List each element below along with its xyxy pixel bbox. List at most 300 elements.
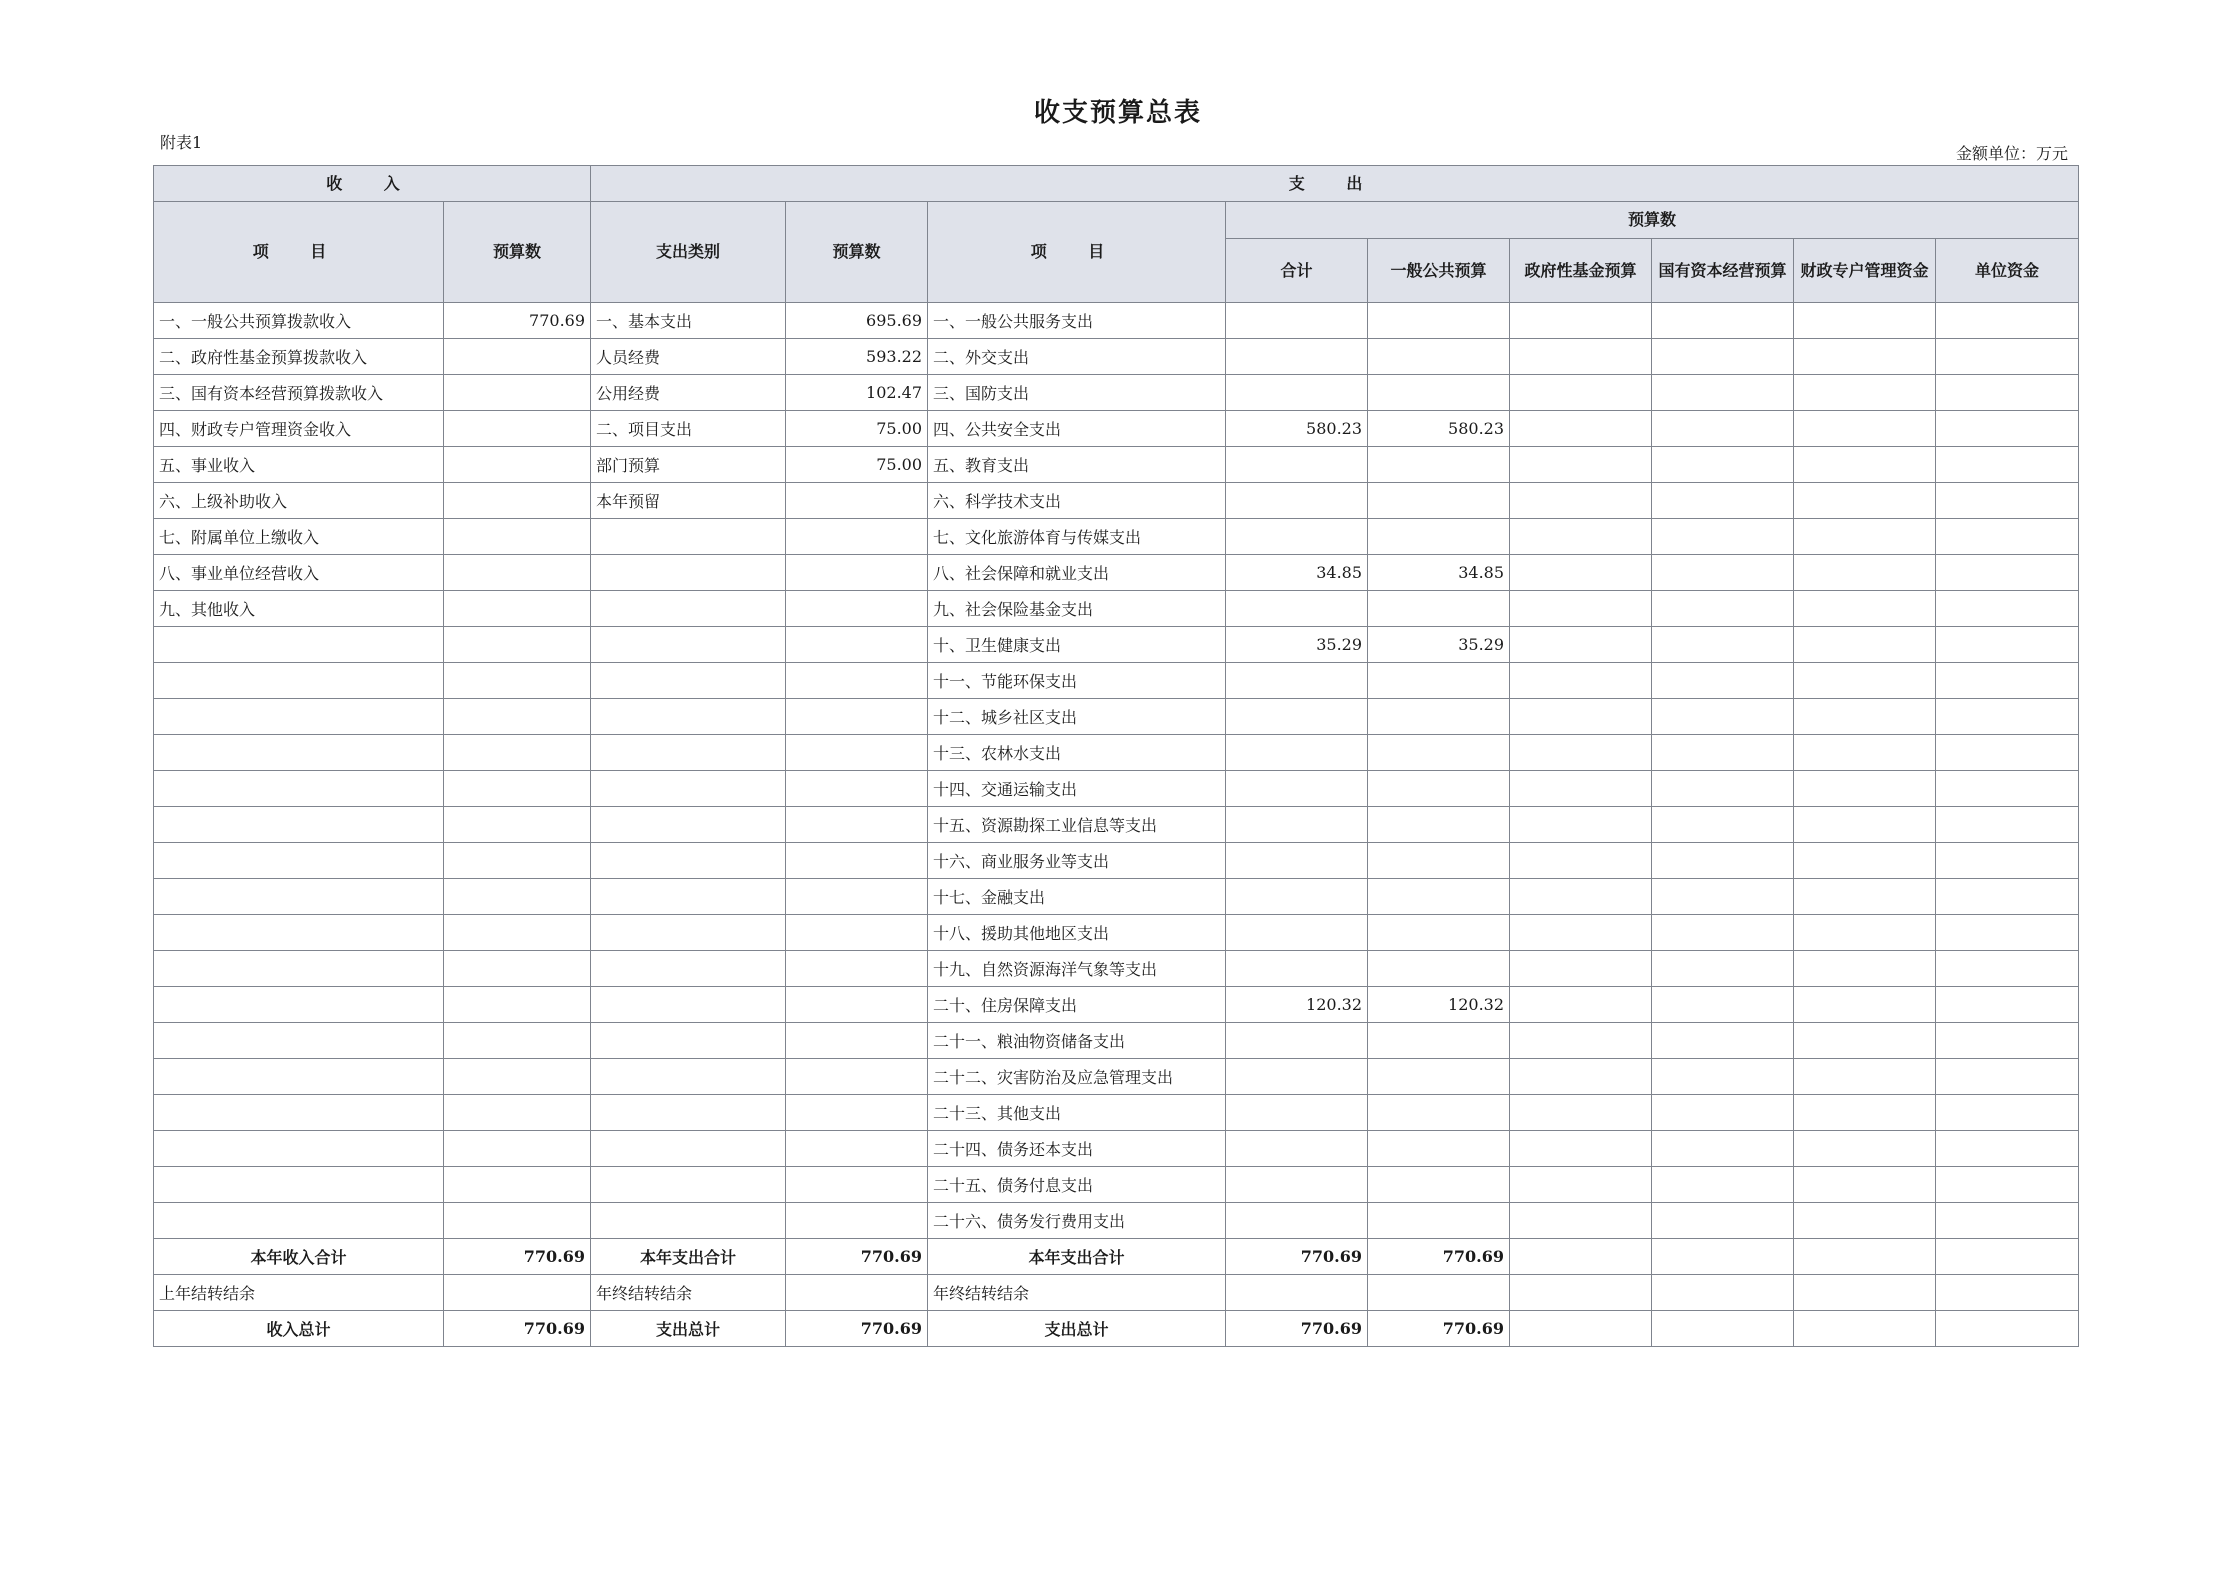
expense-item-cell: 十四、交通运输支出 (928, 771, 1226, 807)
table-row (154, 807, 2079, 843)
general-budget-amount-cell (1368, 915, 1510, 951)
income-item-header: 项 目 (154, 202, 444, 303)
empty-cell (1794, 1131, 1936, 1167)
empty-cell (1652, 879, 1794, 915)
income-item-cell: 五、事业收入 (154, 447, 444, 483)
income-amount-cell (444, 915, 591, 951)
expense-category-cell (591, 807, 786, 843)
income-amount-cell (444, 1023, 591, 1059)
table-row (154, 447, 2079, 483)
expense-item-cell: 五、教育支出 (928, 447, 1226, 483)
income-amount-cell (444, 1095, 591, 1131)
empty-cell (1936, 1131, 2079, 1167)
expense-item-cell: 二十六、债务发行费用支出 (928, 1203, 1226, 1239)
income-item-cell (154, 843, 444, 879)
expense-category-amount-cell: 102.47 (786, 375, 928, 411)
expense-item-cell: 十八、援助其他地区支出 (928, 915, 1226, 951)
gov-fund-header: 政府性基金预算 (1510, 239, 1652, 303)
income-amount-cell (444, 555, 591, 591)
income-header: 收 入 (154, 166, 591, 202)
income-item-cell (154, 951, 444, 987)
empty-cell (1794, 1095, 1936, 1131)
empty-cell (1652, 627, 1794, 663)
table-row (154, 735, 2079, 771)
total-amount-cell: 35.29 (1226, 627, 1368, 663)
income-item-cell (154, 627, 444, 663)
expense-category-cell (591, 879, 786, 915)
table-row (154, 555, 2079, 591)
total-header: 合计 (1226, 239, 1368, 303)
empty-cell (1652, 483, 1794, 519)
empty-cell (1794, 807, 1936, 843)
income-item-cell: 六、上级补助收入 (154, 483, 444, 519)
income-item-cell: 一、一般公共预算拨款收入 (154, 303, 444, 339)
income-item-cell (154, 1095, 444, 1131)
expense-item-cell: 十、卫生健康支出 (928, 627, 1226, 663)
expense-category-cell (591, 591, 786, 627)
income-amount-cell (444, 1203, 591, 1239)
general-budget-amount-cell (1368, 1059, 1510, 1095)
general-budget-amount-cell (1368, 1167, 1510, 1203)
expense-category-cell: 一、基本支出 (591, 303, 786, 339)
empty-cell (1794, 843, 1936, 879)
general-budget-amount-cell (1368, 519, 1510, 555)
expense-category-amount-cell (786, 663, 928, 699)
income-amount-cell (444, 1167, 591, 1203)
empty-cell (1510, 1239, 1652, 1275)
total-amount-cell: 34.85 (1226, 555, 1368, 591)
general-budget-amount-cell: 120.32 (1368, 987, 1510, 1023)
expense-header: 支 出 (591, 166, 2079, 202)
empty-cell (1510, 591, 1652, 627)
expense-category-cell (591, 915, 786, 951)
empty-cell (1652, 303, 1794, 339)
income-amount-cell (444, 1059, 591, 1095)
expense-category-amount-cell: 593.22 (786, 339, 928, 375)
budget-summary-table (153, 165, 2079, 1347)
unit-label: 金额单位：万元 (1955, 144, 2068, 163)
general-budget-amount-cell (1368, 735, 1510, 771)
expense-item-cell: 十九、自然资源海洋气象等支出 (928, 951, 1226, 987)
general-budget-amount-cell (1368, 1131, 1510, 1167)
income-item-cell (154, 915, 444, 951)
empty-cell (1794, 879, 1936, 915)
empty-cell (1794, 1023, 1936, 1059)
empty-cell (1652, 843, 1794, 879)
empty-cell (1936, 735, 2079, 771)
expense-category-amount-cell (786, 807, 928, 843)
empty-cell (1510, 807, 1652, 843)
general-budget-amount-cell (1368, 483, 1510, 519)
expense-category-cell (591, 627, 786, 663)
empty-cell (1510, 1203, 1652, 1239)
income-item-cell (154, 771, 444, 807)
total-amount-cell (1226, 1059, 1368, 1095)
income-item-cell (154, 1131, 444, 1167)
empty-cell (1652, 447, 1794, 483)
special-fund-header: 财政专户管理资金 (1794, 239, 1936, 303)
expense-item-cell: 十三、农林水支出 (928, 735, 1226, 771)
income-amount-cell (444, 627, 591, 663)
general-budget-amount-cell (1368, 699, 1510, 735)
empty-cell (1510, 1023, 1652, 1059)
expense-category-amount-cell (786, 1167, 928, 1203)
income-amount-cell (444, 771, 591, 807)
expense-category-cell: 公用经费 (591, 375, 786, 411)
income-item-cell (154, 1059, 444, 1095)
table-body (154, 303, 2079, 1347)
income-amount-cell (444, 879, 591, 915)
expense-item-cell: 二十、住房保障支出 (928, 987, 1226, 1023)
income-amount-cell (444, 339, 591, 375)
empty-cell (1652, 519, 1794, 555)
expense-category-summary-amount: 770.69 (786, 1239, 928, 1275)
expense-category-cell (591, 699, 786, 735)
empty-cell (1794, 915, 1936, 951)
income-amount-cell (444, 411, 591, 447)
empty-cell (1652, 699, 1794, 735)
empty-cell (1936, 303, 2079, 339)
income-item-cell: 三、国有资本经营预算拨款收入 (154, 375, 444, 411)
empty-cell (1510, 699, 1652, 735)
empty-cell (1936, 807, 2079, 843)
empty-cell (1936, 411, 2079, 447)
empty-cell (1794, 1203, 1936, 1239)
income-amount-cell (444, 447, 591, 483)
table-row (154, 483, 2079, 519)
income-item-cell (154, 807, 444, 843)
empty-cell (1510, 1059, 1652, 1095)
total-amount-cell (1226, 519, 1368, 555)
empty-cell (1652, 1131, 1794, 1167)
table-row (154, 843, 2079, 879)
empty-cell (1794, 303, 1936, 339)
empty-cell (1652, 915, 1794, 951)
empty-cell (1510, 915, 1652, 951)
total-amount-cell (1226, 735, 1368, 771)
general-budget-amount-cell (1368, 339, 1510, 375)
expense-category-amount-cell (786, 1131, 928, 1167)
table-row (154, 1059, 2079, 1095)
expense-category-amount-cell (786, 843, 928, 879)
table-row (154, 627, 2079, 663)
state-capital-header: 国有资本经营预算 (1652, 239, 1794, 303)
table-row (154, 1167, 2079, 1203)
expense-item-cell: 八、社会保障和就业支出 (928, 555, 1226, 591)
total-amount-cell (1226, 807, 1368, 843)
total-summary-amount: 770.69 (1226, 1239, 1368, 1275)
expense-category-cell (591, 1095, 786, 1131)
expense-category-summary-label: 年终结转结余 (591, 1275, 786, 1311)
empty-cell (1936, 843, 2079, 879)
income-item-cell: 七、附属单位上缴收入 (154, 519, 444, 555)
empty-cell (1794, 771, 1936, 807)
empty-cell (1936, 447, 2079, 483)
empty-cell (1652, 735, 1794, 771)
empty-cell (1794, 663, 1936, 699)
income-summary-label: 上年结转结余 (154, 1275, 444, 1311)
table-row (154, 987, 2079, 1023)
income-item-cell: 四、财政专户管理资金收入 (154, 411, 444, 447)
document-title: 收支预算总表 (1033, 98, 1202, 128)
general-budget-summary-amount: 770.69 (1368, 1311, 1510, 1347)
empty-cell (1652, 375, 1794, 411)
general-budget-summary-amount: 770.69 (1368, 1239, 1510, 1275)
expense-category-cell (591, 1131, 786, 1167)
table-row (154, 879, 2079, 915)
expense-category-cell: 人员经费 (591, 339, 786, 375)
empty-cell (1794, 411, 1936, 447)
expense-item-cell: 十五、资源勘探工业信息等支出 (928, 807, 1226, 843)
expense-item-cell: 六、科学技术支出 (928, 483, 1226, 519)
expense-category-cell: 部门预算 (591, 447, 786, 483)
empty-cell (1794, 1167, 1936, 1203)
empty-cell (1794, 1311, 1936, 1347)
expense-category-amount-cell (786, 1095, 928, 1131)
empty-cell (1936, 1275, 2079, 1311)
empty-cell (1510, 483, 1652, 519)
expense-category-cell (591, 1023, 786, 1059)
total-amount-cell (1226, 951, 1368, 987)
table-row (154, 663, 2079, 699)
expense-category-cell (591, 951, 786, 987)
empty-cell (1936, 591, 2079, 627)
expense-item-cell: 十七、金融支出 (928, 879, 1226, 915)
expense-item-cell: 二十五、债务付息支出 (928, 1167, 1226, 1203)
empty-cell (1652, 771, 1794, 807)
empty-cell (1936, 771, 2079, 807)
general-budget-amount-cell (1368, 591, 1510, 627)
expense-category-amount-cell (786, 771, 928, 807)
empty-cell (1510, 1131, 1652, 1167)
expense-category-cell (591, 771, 786, 807)
total-amount-cell (1226, 1131, 1368, 1167)
empty-cell (1936, 627, 2079, 663)
empty-cell (1794, 519, 1936, 555)
empty-cell (1510, 375, 1652, 411)
table-row (154, 591, 2079, 627)
income-item-cell: 九、其他收入 (154, 591, 444, 627)
empty-cell (1936, 1023, 2079, 1059)
expense-category-cell (591, 987, 786, 1023)
expense-category-amount-cell (786, 555, 928, 591)
empty-cell (1652, 1059, 1794, 1095)
empty-cell (1794, 591, 1936, 627)
expense-category-cell (591, 735, 786, 771)
general-budget-amount-cell (1368, 807, 1510, 843)
expense-category-cell (591, 663, 786, 699)
income-item-cell (154, 987, 444, 1023)
expense-category-cell: 本年预留 (591, 483, 786, 519)
general-budget-summary-amount (1368, 1275, 1510, 1311)
empty-cell (1510, 771, 1652, 807)
empty-cell (1794, 627, 1936, 663)
expense-item-cell: 七、文化旅游体育与传媒支出 (928, 519, 1226, 555)
expense-item-summary-label: 支出总计 (928, 1311, 1226, 1347)
empty-cell (1794, 699, 1936, 735)
total-amount-cell (1226, 303, 1368, 339)
expense-category-amount-cell (786, 483, 928, 519)
expense-category-summary-amount (786, 1275, 928, 1311)
expense-category-amount-cell: 75.00 (786, 411, 928, 447)
empty-cell (1652, 1167, 1794, 1203)
total-amount-cell (1226, 879, 1368, 915)
empty-cell (1510, 735, 1652, 771)
empty-cell (1510, 1311, 1652, 1347)
income-amount-cell (444, 375, 591, 411)
empty-cell (1936, 1311, 2079, 1347)
income-item-cell: 八、事业单位经营收入 (154, 555, 444, 591)
empty-cell (1794, 1059, 1936, 1095)
empty-cell (1936, 483, 2079, 519)
empty-cell (1936, 1239, 2079, 1275)
expense-category-cell (591, 519, 786, 555)
empty-cell (1652, 1275, 1794, 1311)
total-summary-amount: 770.69 (1226, 1311, 1368, 1347)
empty-cell (1510, 447, 1652, 483)
income-item-cell: 二、政府性基金预算拨款收入 (154, 339, 444, 375)
income-amount-cell (444, 987, 591, 1023)
table-row (154, 915, 2079, 951)
income-item-cell (154, 699, 444, 735)
empty-cell (1510, 987, 1652, 1023)
general-budget-amount-cell (1368, 879, 1510, 915)
empty-cell (1936, 699, 2079, 735)
income-summary-amount: 770.69 (444, 1239, 591, 1275)
expense-item-cell: 九、社会保险基金支出 (928, 591, 1226, 627)
empty-cell (1652, 339, 1794, 375)
income-amount-cell (444, 699, 591, 735)
empty-cell (1510, 627, 1652, 663)
expense-category-cell (591, 1167, 786, 1203)
income-budget-header: 预算数 (444, 202, 591, 303)
general-budget-amount-cell (1368, 951, 1510, 987)
expense-item-cell: 十六、商业服务业等支出 (928, 843, 1226, 879)
income-summary-label: 收入总计 (154, 1311, 444, 1347)
empty-cell (1794, 1239, 1936, 1275)
expense-category-amount-cell (786, 591, 928, 627)
expense-category-amount-cell (786, 627, 928, 663)
expense-item-summary-label: 年终结转结余 (928, 1275, 1226, 1311)
total-amount-cell (1226, 339, 1368, 375)
empty-cell (1794, 375, 1936, 411)
total-amount-cell (1226, 1023, 1368, 1059)
expense-category-amount-cell (786, 1023, 928, 1059)
empty-cell (1936, 519, 2079, 555)
income-item-cell (154, 663, 444, 699)
total-amount-cell (1226, 771, 1368, 807)
expense-item-cell: 十二、城乡社区支出 (928, 699, 1226, 735)
total-amount-cell (1226, 375, 1368, 411)
general-budget-amount-cell (1368, 663, 1510, 699)
table-row (154, 339, 2079, 375)
income-amount-cell (444, 483, 591, 519)
empty-cell (1510, 843, 1652, 879)
income-amount-cell (444, 843, 591, 879)
summary-row (154, 1311, 2079, 1347)
total-amount-cell (1226, 1095, 1368, 1131)
table-row (154, 1203, 2079, 1239)
empty-cell (1936, 555, 2079, 591)
expense-item-cell: 三、国防支出 (928, 375, 1226, 411)
empty-cell (1794, 951, 1936, 987)
total-amount-cell (1226, 591, 1368, 627)
general-budget-amount-cell (1368, 843, 1510, 879)
general-budget-amount-cell (1368, 1095, 1510, 1131)
income-summary-amount (444, 1275, 591, 1311)
empty-cell (1936, 915, 2079, 951)
empty-cell (1794, 339, 1936, 375)
expense-item-cell: 二十一、粮油物资储备支出 (928, 1023, 1226, 1059)
empty-cell (1652, 1095, 1794, 1131)
empty-cell (1510, 411, 1652, 447)
total-amount-cell: 120.32 (1226, 987, 1368, 1023)
income-item-cell (154, 879, 444, 915)
expense-category-summary-label: 支出总计 (591, 1311, 786, 1347)
empty-cell (1510, 303, 1652, 339)
expense-category-amount-cell (786, 1059, 928, 1095)
expense-item-cell: 十一、节能环保支出 (928, 663, 1226, 699)
empty-cell (1652, 1203, 1794, 1239)
total-summary-amount (1226, 1275, 1368, 1311)
income-item-cell (154, 1167, 444, 1203)
empty-cell (1652, 411, 1794, 447)
income-summary-label: 本年收入合计 (154, 1239, 444, 1275)
total-amount-cell (1226, 447, 1368, 483)
expense-category-amount-cell (786, 1203, 928, 1239)
empty-cell (1652, 807, 1794, 843)
general-budget-amount-cell (1368, 1203, 1510, 1239)
income-amount-cell (444, 663, 591, 699)
expense-item-header: 项 目 (928, 202, 1226, 303)
general-budget-header: 一般公共预算 (1368, 239, 1510, 303)
empty-cell (1510, 339, 1652, 375)
income-amount-cell (444, 807, 591, 843)
table-row (154, 303, 2079, 339)
total-amount-cell (1226, 663, 1368, 699)
total-amount-cell (1226, 915, 1368, 951)
general-budget-amount-cell: 580.23 (1368, 411, 1510, 447)
empty-cell (1652, 951, 1794, 987)
income-amount-cell (444, 591, 591, 627)
empty-cell (1652, 987, 1794, 1023)
total-amount-cell (1226, 1203, 1368, 1239)
table-row (154, 1023, 2079, 1059)
empty-cell (1936, 951, 2079, 987)
empty-cell (1936, 1095, 2079, 1131)
attachment-label: 附表1 (160, 133, 203, 152)
income-amount-cell (444, 1131, 591, 1167)
empty-cell (1936, 663, 2079, 699)
empty-cell (1510, 519, 1652, 555)
empty-cell (1794, 483, 1936, 519)
empty-cell (1652, 663, 1794, 699)
expense-category-cell (591, 843, 786, 879)
expense-category-budget-header: 预算数 (786, 202, 928, 303)
expense-category-amount-cell (786, 987, 928, 1023)
general-budget-amount-cell (1368, 771, 1510, 807)
summary-row (154, 1275, 2079, 1311)
empty-cell (1652, 1311, 1794, 1347)
general-budget-amount-cell: 35.29 (1368, 627, 1510, 663)
expense-item-cell: 二十三、其他支出 (928, 1095, 1226, 1131)
income-amount-cell: 770.69 (444, 303, 591, 339)
expense-item-cell: 一、一般公共服务支出 (928, 303, 1226, 339)
expense-item-summary-label: 本年支出合计 (928, 1239, 1226, 1275)
expense-category-cell: 二、项目支出 (591, 411, 786, 447)
expense-item-cell: 二十四、债务还本支出 (928, 1131, 1226, 1167)
empty-cell (1936, 339, 2079, 375)
